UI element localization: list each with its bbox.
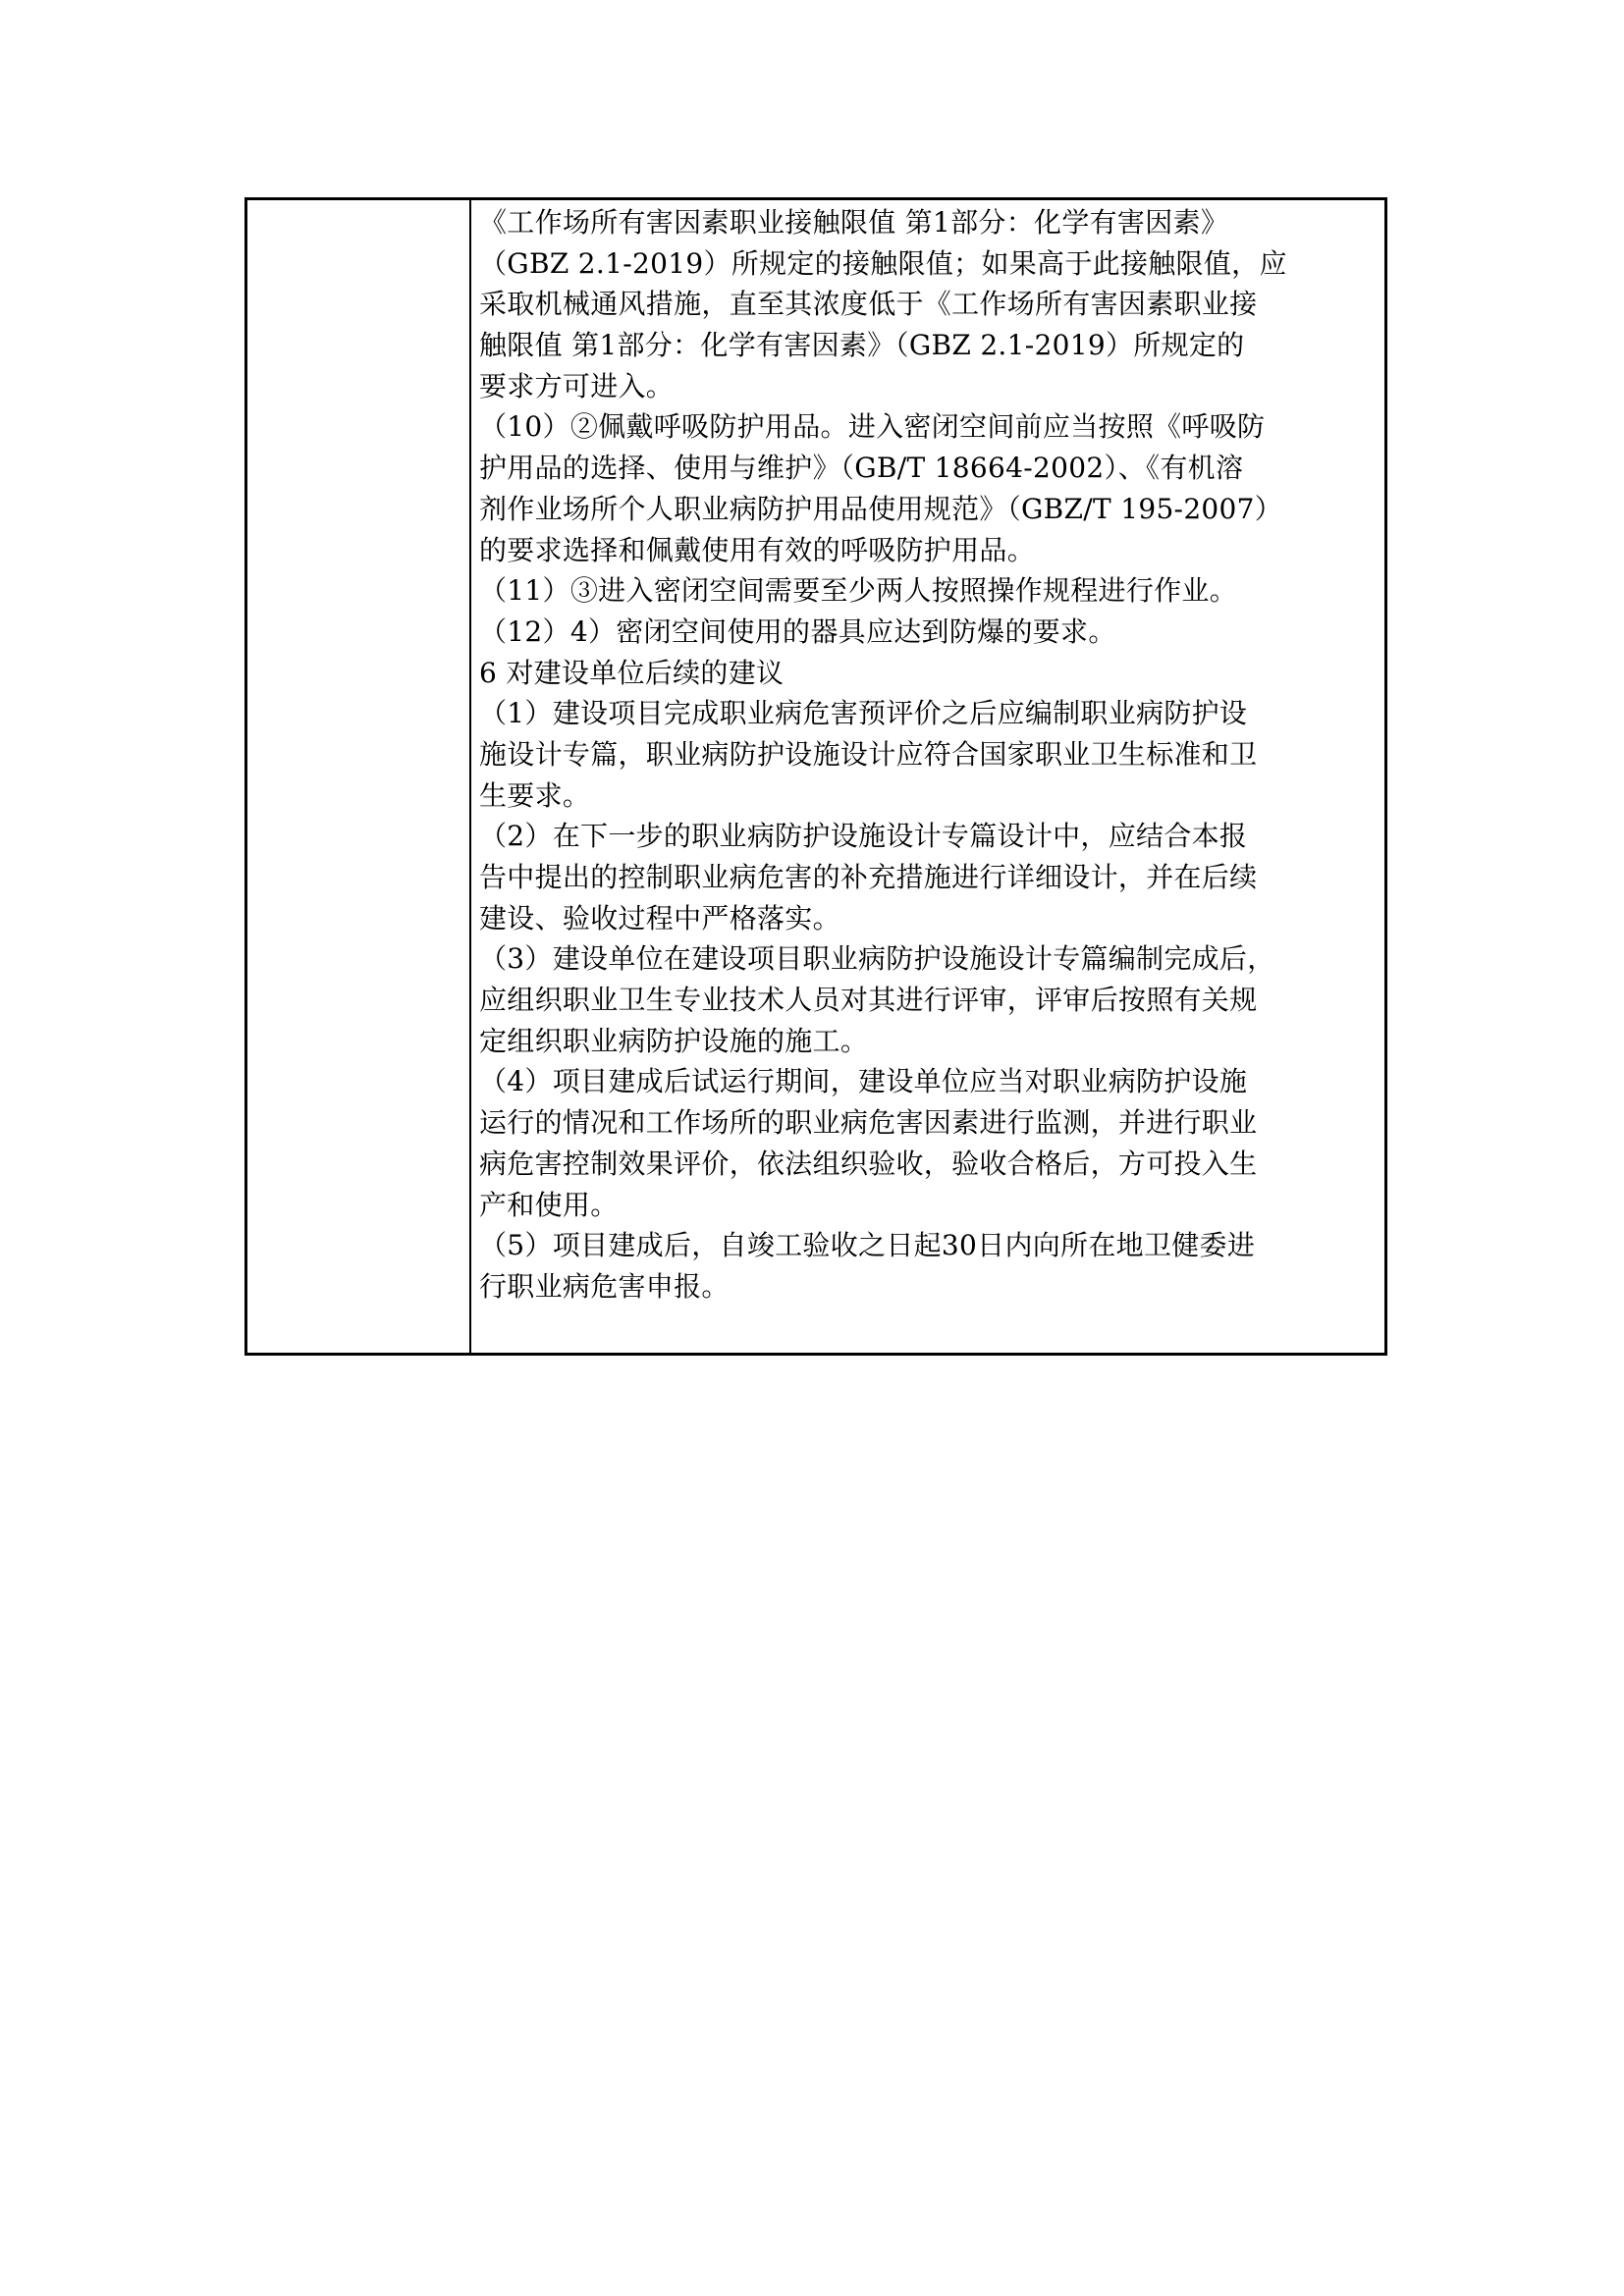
- text-line: 剂作业场所个人职业病防护用品使用规范》（GBZ/T 195-2007）: [479, 492, 1283, 525]
- table-content-cell: [471, 200, 1384, 1353]
- text-line: 产和使用。: [479, 1188, 619, 1221]
- text-line: 建设、验收过程中严格落实。: [479, 901, 840, 934]
- text-line: （10）②佩戴呼吸防护用品。进入密闭空间前应当按照《呼吸防: [479, 410, 1266, 444]
- text-line: （3）建设单位在建设项目职业病防护设施设计专篇编制完成后，: [479, 942, 1275, 976]
- text-line: 采取机械通风措施，直至其浓度低于《工作场所有害因素职业接: [479, 288, 1258, 321]
- text-line: （1）建设项目完成职业病危害预评价之后应编制职业病防护设: [479, 697, 1248, 730]
- text-line: 护用品的选择、使用与维护》（GB/T 18664-2002）、《有机溶: [479, 452, 1244, 485]
- text-line: 《工作场所有害因素职业接触限值 第1部分：化学有害因素》: [479, 206, 1229, 239]
- text-line: 定组织职业病防护设施的施工。: [479, 1024, 869, 1057]
- table-left-cell: [247, 200, 471, 1353]
- text-line: （5）项目建成后，自竣工验收之日起30日内向所在地卫健委进: [479, 1229, 1256, 1262]
- text-line: 应组织职业卫生专业技术人员对其进行评审，评审后按照有关规: [479, 984, 1258, 1017]
- text-line: （11）③进入密闭空间需要至少两人按照操作规程进行作业。: [479, 574, 1238, 608]
- text-line: 要求方可进入。: [479, 369, 675, 402]
- text-line: （2）在下一步的职业病防护设施设计专篇设计中，应结合本报: [479, 820, 1248, 853]
- document-table: [244, 197, 1387, 1356]
- text-line: （12）4）密闭空间使用的器具应达到防爆的要求。: [479, 614, 1116, 648]
- text-line: 告中提出的控制职业病危害的补充措施进行详细设计，并在后续: [479, 861, 1258, 893]
- text-line: 行职业病危害申报。: [479, 1269, 730, 1303]
- text-line: 生要求。: [479, 778, 591, 812]
- text-line: （4）项目建成后试运行期间，建设单位应当对职业病防护设施: [479, 1065, 1248, 1098]
- text-line: 的要求选择和佩戴使用有效的呼吸防护用品。: [479, 533, 1036, 566]
- text-line: 触限值 第1部分：化学有害因素》（GBZ 2.1-2019）所规定的: [479, 329, 1245, 362]
- text-line: 病危害控制效果评价，依法组织验收，验收合格后，方可投入生: [479, 1147, 1258, 1180]
- text-line: 运行的情况和工作场所的职业病危害因素进行监测，并进行职业: [479, 1106, 1258, 1140]
- text-line: 施设计专篇，职业病防护设施设计应符合国家职业卫生标准和卫: [479, 737, 1258, 771]
- section-heading: 6 对建设单位后续的建议: [479, 656, 785, 689]
- text-line: （GBZ 2.1-2019）所规定的接触限值；如果高于此接触限值，应: [479, 246, 1287, 280]
